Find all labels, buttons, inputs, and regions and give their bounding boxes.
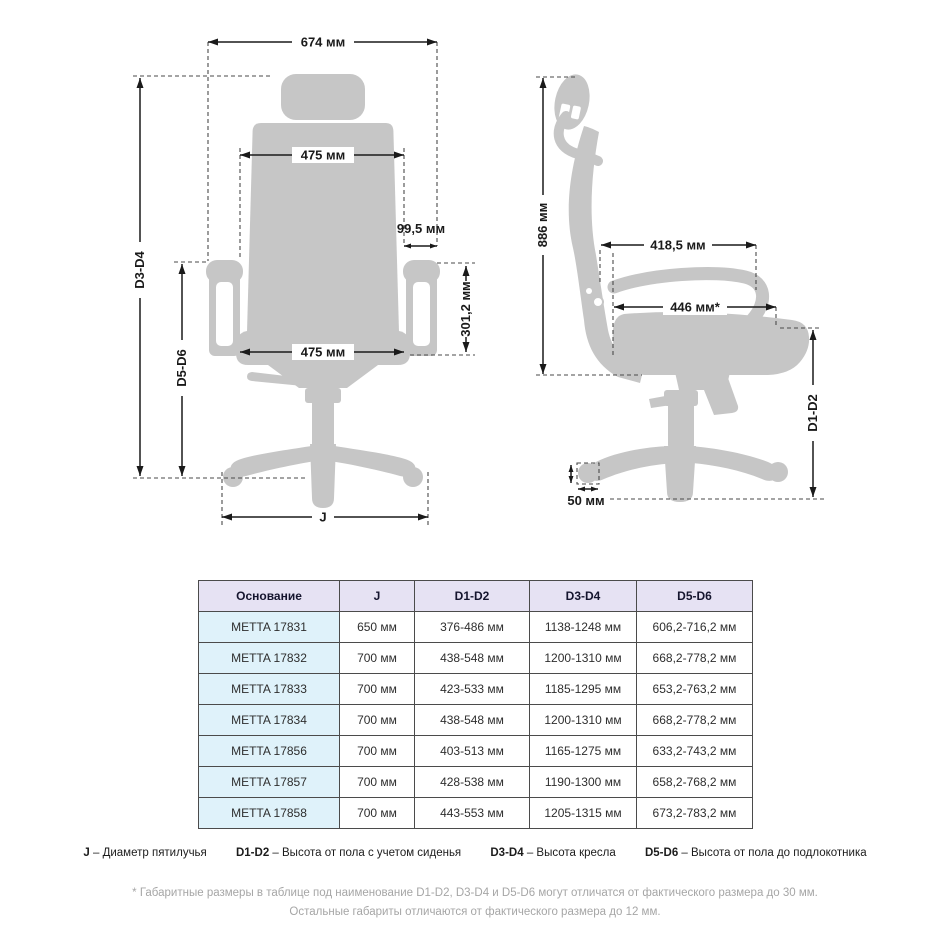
legend-term: D1-D2 xyxy=(235,847,270,859)
header-d5d6: D5-D6 xyxy=(637,581,753,612)
headrest-front-shape xyxy=(281,74,365,120)
cell-d3d4: 1205-1315 мм xyxy=(530,798,637,829)
legend-term: D5-D6 xyxy=(644,847,679,859)
table-row xyxy=(199,705,753,736)
side-view xyxy=(535,71,824,508)
legend xyxy=(0,847,950,859)
caster-right xyxy=(403,467,423,487)
front-view xyxy=(132,34,475,526)
armrest-floor-label: D5-D6 xyxy=(174,349,189,387)
base-right-leg xyxy=(323,444,416,477)
caster-left xyxy=(223,467,243,487)
legend-definition: – Диаметр пятилучья xyxy=(92,847,207,859)
dimensions-table xyxy=(198,580,753,829)
cell-model: METTA 17832 xyxy=(199,643,340,674)
legend-item-d3d4 xyxy=(490,847,615,859)
seat-width-label: 475 мм xyxy=(300,344,346,360)
cell-d3d4: 1165-1275 мм xyxy=(530,736,637,767)
table-row xyxy=(199,643,753,674)
cell-d1d2: 376-486 мм xyxy=(415,612,530,643)
backrest-width-label: 475 мм xyxy=(300,147,346,163)
table-row xyxy=(199,767,753,798)
side-chair-silhouette xyxy=(550,71,810,502)
cell-d5d6: 606,2-716,2 мм xyxy=(637,612,753,643)
legend-definition: – Высота от пола до подлокотника xyxy=(681,847,867,859)
armrest-left-hole xyxy=(216,282,233,346)
caster-right-side xyxy=(768,462,788,482)
legend-definition: – Высота от пола с учетом сиденья xyxy=(272,847,462,859)
caster-size-label: 50 мм xyxy=(567,493,605,508)
cell-d1d2: 443-553 мм xyxy=(415,798,530,829)
gaslift-column-side xyxy=(668,398,694,448)
cell-model: METTA 17858 xyxy=(199,798,340,829)
base-center-leg xyxy=(310,444,336,508)
cell-j: 700 мм xyxy=(340,767,415,798)
cell-d3d4: 1190-1300 мм xyxy=(530,767,637,798)
armrest-width-label: 99,5 мм xyxy=(396,221,446,236)
cell-j: 700 мм xyxy=(340,705,415,736)
chair-height-label: D3-D4 xyxy=(132,251,147,289)
front-chair-silhouette xyxy=(206,74,440,508)
cell-d5d6: 658,2-768,2 мм xyxy=(637,767,753,798)
adjust-knob-hole xyxy=(586,288,592,294)
footnote-line-2: Остальные габариты отличаются от фактического размера до 12 мм. xyxy=(289,905,661,918)
cell-d5d6: 673,2-783,2 мм xyxy=(637,798,753,829)
backrest-height-label: 886 мм xyxy=(535,202,550,248)
legend-item-d5d6 xyxy=(645,847,867,859)
dim-armrest-floor xyxy=(174,262,208,476)
header-base: Основание xyxy=(199,581,340,612)
cell-model: METTA 17831 xyxy=(199,612,340,643)
header-j: J xyxy=(340,581,415,612)
cell-model: METTA 17833 xyxy=(199,674,340,705)
cell-d5d6: 668,2-778,2 мм xyxy=(637,643,753,674)
armrest-height-label: 301,2 мм xyxy=(458,281,473,337)
cell-d1d2: 428-538 мм xyxy=(415,767,530,798)
table-header-row xyxy=(199,581,753,612)
header-d1d2: D1-D2 xyxy=(415,581,530,612)
armrest-depth-label: 418,5 мм xyxy=(650,237,706,253)
cell-d5d6: 668,2-778,2 мм xyxy=(637,705,753,736)
legend-item-d1d2 xyxy=(236,847,461,859)
armrest-right-hole xyxy=(413,282,430,346)
seat-depth-label: 446 мм* xyxy=(670,299,720,315)
footnote-line-1: * Габаритные размеры в таблице под наименование D1-D2, D3-D4 и D5-D6 могут отличатся от фактического размера до 30 мм. xyxy=(132,887,818,899)
cell-d1d2: 438-548 мм xyxy=(415,705,530,736)
legend-term: J xyxy=(83,847,90,859)
cell-model: METTA 17856 xyxy=(199,736,340,767)
cell-j: 700 мм xyxy=(340,643,415,674)
cell-d1d2: 423-533 мм xyxy=(415,674,530,705)
seat-side-shape xyxy=(613,312,809,375)
cell-j: 700 мм xyxy=(340,798,415,829)
table-row xyxy=(199,798,753,829)
cell-d5d6: 653,2-763,2 мм xyxy=(637,674,753,705)
table-row xyxy=(199,674,753,705)
cell-j: 650 мм xyxy=(340,612,415,643)
legend-term: D3-D4 xyxy=(490,847,524,859)
mechanism-lever-shape xyxy=(702,378,738,415)
cell-d3d4: 1138-1248 мм xyxy=(530,612,637,643)
seat-height-label: D1-D2 xyxy=(805,394,820,432)
cell-model: METTA 17834 xyxy=(199,705,340,736)
cell-d1d2: 403-513 мм xyxy=(415,736,530,767)
cell-d1d2: 438-548 мм xyxy=(415,643,530,674)
cell-d3d4: 1185-1295 мм xyxy=(530,674,637,705)
cell-d3d4: 1200-1310 мм xyxy=(530,705,637,736)
cell-j: 700 мм xyxy=(340,674,415,705)
cell-model: METTA 17857 xyxy=(199,767,340,798)
gaslift-column-front xyxy=(312,396,334,448)
base-front-leg-side xyxy=(664,446,696,502)
cell-j: 700 мм xyxy=(340,736,415,767)
table-row xyxy=(199,736,753,767)
table-row xyxy=(199,612,753,643)
cell-d5d6: 633,2-743,2 мм xyxy=(637,736,753,767)
header-d3d4: D3-D4 xyxy=(530,581,637,612)
legend-definition: – Высота кресла xyxy=(526,847,616,859)
base-left-leg xyxy=(230,444,323,477)
footnote xyxy=(0,884,950,921)
legend-item-j xyxy=(83,847,206,859)
overall-width-label: 674 мм xyxy=(300,34,346,50)
cell-d3d4: 1200-1310 мм xyxy=(530,643,637,674)
base-right-leg-side xyxy=(690,446,778,481)
caster-left-side xyxy=(578,463,598,483)
lever-coil-shape xyxy=(593,297,603,307)
base-diameter-label: J xyxy=(319,509,327,525)
